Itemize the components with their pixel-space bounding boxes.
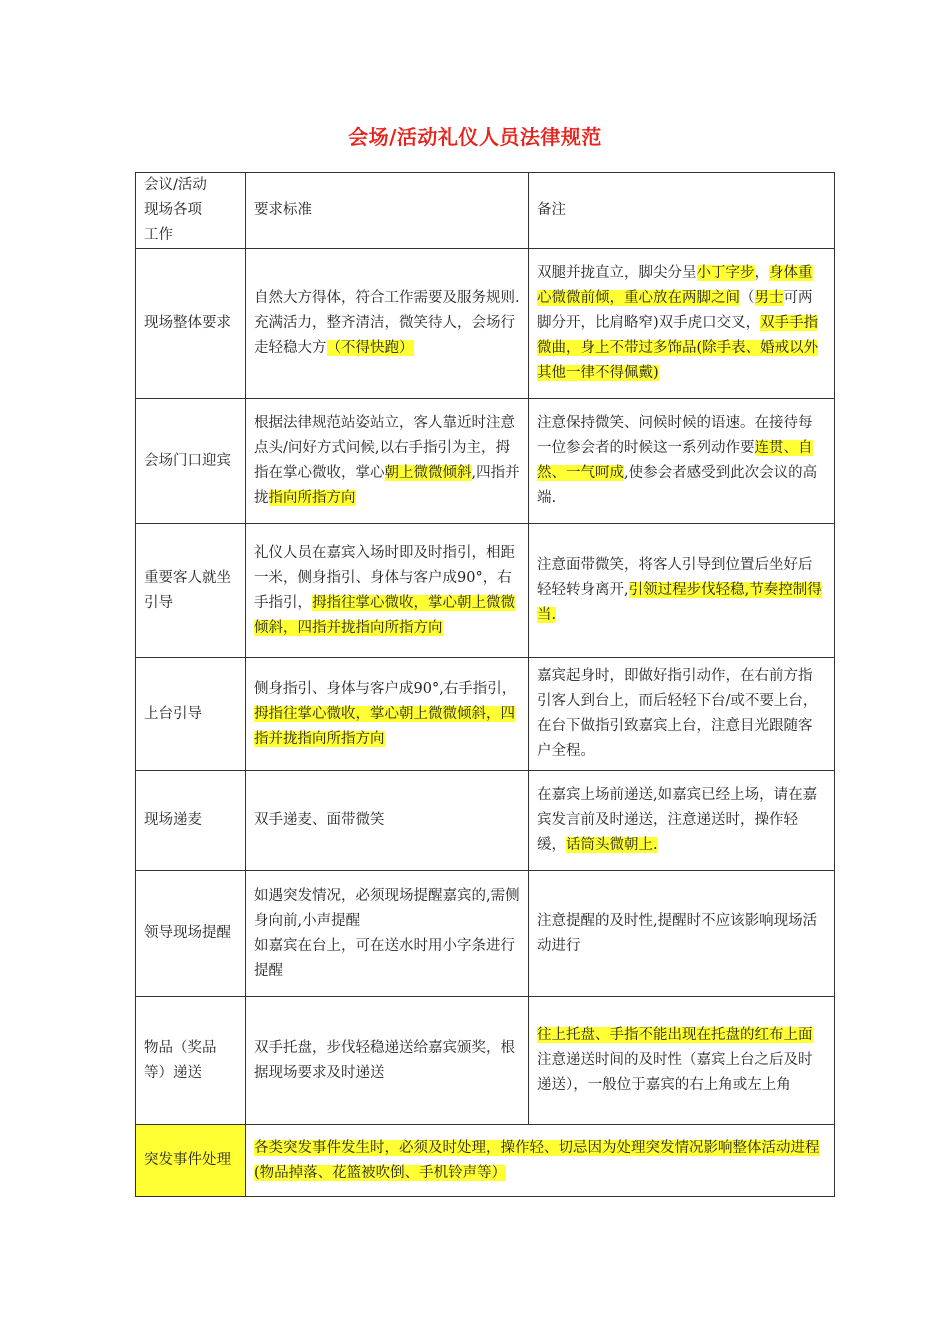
highlighted-text: （不得快跑）: [326, 340, 414, 356]
row-note: [529, 399, 835, 524]
row-category: 现场整体要求: [136, 249, 246, 399]
row-category: 现场递麦: [136, 771, 246, 871]
row-category: 会场门口迎宾: [136, 399, 246, 524]
header-work-item: [136, 173, 246, 249]
header-note: 备注: [529, 173, 835, 249]
row-requirement: [246, 871, 529, 997]
table-row-emergency: [136, 1125, 835, 1197]
highlighted-text: 拇指往掌心微收，掌心朝上微微倾斜，四指并拢指向所指方向: [254, 594, 515, 636]
table-row: [136, 524, 835, 658]
row-category: 领导现场提醒: [136, 871, 246, 997]
table-header-row: [136, 173, 835, 249]
row-requirement: [246, 658, 529, 771]
row-note: [529, 771, 835, 871]
text-segment: 注意递送时间的及时性（嘉宾上台之后及时递送），一般位于嘉宾的右上角或左上角: [537, 1052, 813, 1093]
text-segment: 可两脚分开，比肩略窄)双手虎口交叉，: [537, 290, 813, 331]
row-requirement: [246, 399, 529, 524]
text-segment: 如遇突发情况，必须现场提醒嘉宾的,需侧身向前,小声提醒: [254, 887, 520, 929]
row-note: [529, 871, 835, 997]
text-segment: 嘉宾起身时，即做好指引动作，在右前方指引客人到台上，而后轻轻下台/或不要上台，在台下做指引致嘉宾上台，注意目光跟随客户全程。: [537, 668, 818, 759]
header-requirement: 要求标准: [246, 173, 529, 249]
text-segment: 礼仪人员在嘉宾入场时即及时指引，相距一米，侧身指引、身体与客户成90°，右手指引，: [254, 544, 515, 611]
table-row: [136, 249, 835, 399]
highlighted-text: 双手手指微曲，身上不带过多饰品(除手表、婚戒以外其他一律不得佩戴): [537, 315, 819, 381]
highlighted-text: 指向所指方向: [268, 490, 356, 506]
row-requirement-merged: [246, 1125, 835, 1197]
text-segment: ，: [754, 265, 769, 281]
row-requirement: [246, 249, 529, 399]
table-row: [136, 997, 835, 1125]
row-category: 突发事件处理: [136, 1125, 246, 1197]
header-work-item-label: 会议/活动 现场各项 工作: [144, 177, 207, 243]
row-note: [529, 524, 835, 658]
text-segment: 侧身指引、身体与客户成90°,右手指引，: [254, 680, 517, 697]
document-title: 会场/活动礼仪人员法律规范: [348, 125, 602, 149]
highlighted-text: 拇指往掌心微收，掌心朝上微微倾斜，四指并拢指向所指方向: [254, 705, 515, 747]
highlighted-text: 身体重心微微前倾，重心放在两脚之间: [537, 265, 813, 306]
etiquette-spec-table: [135, 172, 835, 1197]
text-segment: 注意保持微笑、问候时候的语速。在接待每一位参会者的时候这一系列动作要: [537, 415, 813, 456]
text-segment: 注意面带微笑，将客人引导到位置后坐好后轻轻转身离开,: [537, 557, 813, 598]
text-segment: 双手托盘，步伐轻稳递送给嘉宾颁奖，根据现场要求及时递送: [254, 1039, 515, 1081]
table-row: [136, 658, 835, 771]
text-segment: 双手递麦、面带微笑: [254, 812, 385, 828]
highlighted-text: 引领过程步伐轻稳,节奏控制得当.: [537, 582, 822, 623]
row-note: [529, 658, 835, 771]
table-row: [136, 399, 835, 524]
table-row: [136, 871, 835, 997]
row-requirement: [246, 771, 529, 871]
table-row: [136, 771, 835, 871]
text-segment: 如嘉宾在台上，可在送水时用小字条进行提醒: [254, 937, 515, 979]
highlighted-text: 话筒头微朝上.: [566, 837, 658, 853]
text-segment: 根据法律规范站姿站立，客人靠近时注意点头/问好方式问候,以右手指引为主，拇指在掌心微收，掌心: [254, 415, 515, 481]
text-segment: 注意提醒的及时性,提醒时不应该影响现场活动进行: [537, 912, 818, 954]
text-segment: ,使参会者感受到此次会议的高端.: [537, 465, 818, 506]
row-note: [529, 997, 835, 1125]
highlighted-text: 各类突发事件发生时，必须及时处理，操作轻、切忌因为处理突发情况影响整体活动进程(物品掉落、花篮被吹倒、手机铃声等）: [254, 1139, 820, 1181]
highlighted-text: 小丁字步: [696, 265, 755, 281]
row-category: 重要客人就坐引导: [136, 524, 246, 658]
text-segment: 自然大方得体，符合工作需要及服务规则.充满活力，整齐清洁，微笑待人，会场行走轻稳大方: [254, 290, 520, 356]
highlighted-text: 朝上微微倾斜: [384, 465, 472, 481]
row-category: 物品（奖品等）递送: [136, 997, 246, 1125]
highlighted-text: 往上托盘、手指不能出现在托盘的红布上面: [537, 1027, 813, 1043]
text-segment: ,四指并拢: [254, 465, 520, 506]
row-category: 上台引导: [136, 658, 246, 771]
text-segment: 双腿并拢直立，脚尖分呈: [537, 265, 697, 281]
text-segment: （: [740, 290, 755, 306]
row-requirement: [246, 997, 529, 1125]
row-requirement: [246, 524, 529, 658]
row-note: [529, 249, 835, 399]
text-segment: 在嘉宾上场前递送,如嘉宾已经上场，请在嘉宾发言前及时递送，注意递送时，操作轻缓，: [537, 787, 818, 853]
highlighted-text: 连贯、自然、一气呵成: [537, 440, 813, 481]
highlighted-text: 男士: [754, 290, 784, 306]
